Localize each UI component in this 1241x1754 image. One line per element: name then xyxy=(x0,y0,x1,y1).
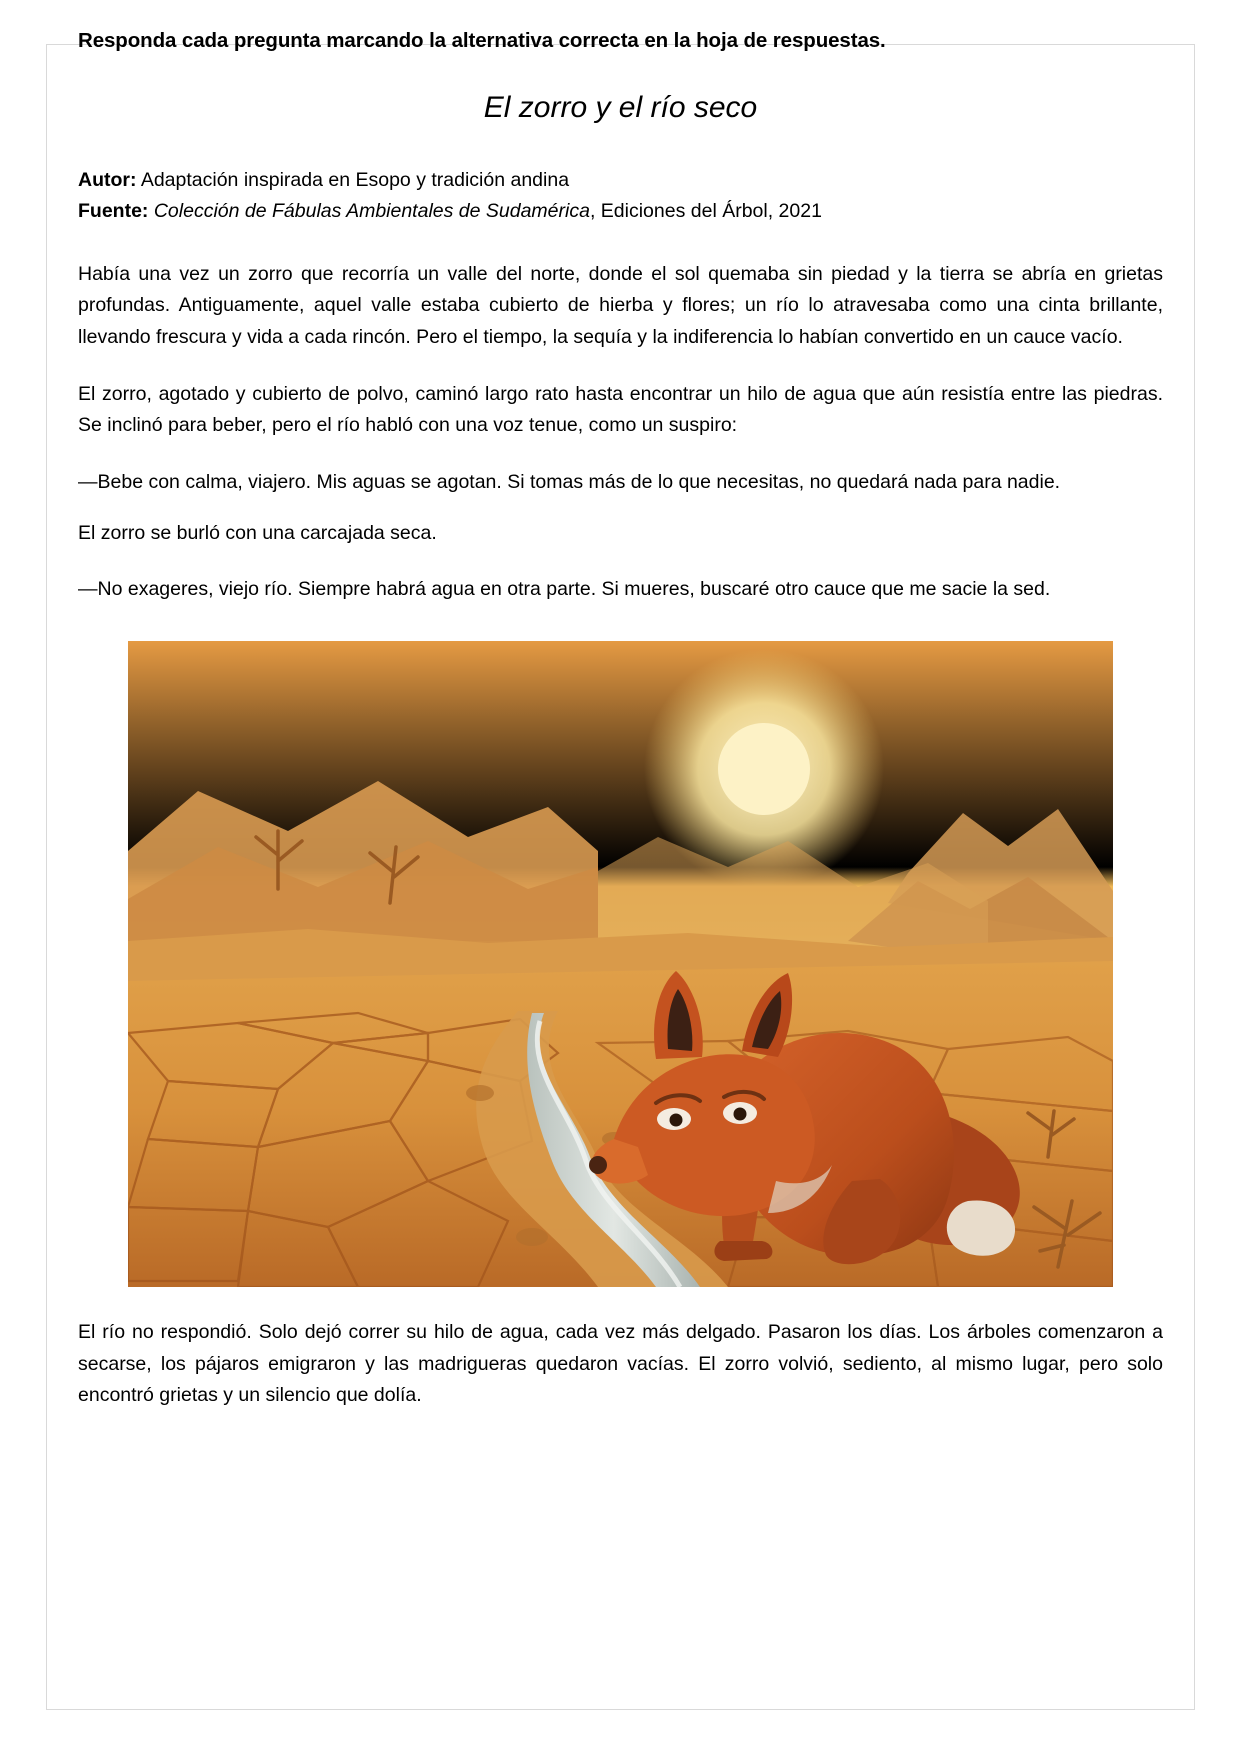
source-rest: , Ediciones del Árbol, 2021 xyxy=(589,200,822,223)
author-value: Adaptación inspirada en Esopo y tradición andina xyxy=(136,168,570,191)
paragraph-6: El río no respondió. Solo dejó correr su hilo de agua, cada vez más delgado. Pasaron los días. Los árboles comenzaron a secarse, los pájaros emigraron y las madrigueras quedaron vacías. El zorro volvió, sediento, al mismo lugar, pero solo encontró grietas y un silencio que dolía. xyxy=(78,1321,1163,1407)
paragraph-3: —Bebe con calma, viajero. Mis aguas se agotan. Si tomas más de lo que necesitas, no quedará nada para nadie. xyxy=(78,470,1061,493)
paragraph-4: El zorro se burló con una carcajada seca. xyxy=(78,521,437,544)
source-label: Fuente: xyxy=(78,200,149,223)
source-line xyxy=(78,196,1163,228)
page-title: El zorro y el río seco xyxy=(483,90,758,124)
paragraph-2: El zorro, agotado y cubierto de polvo, caminó largo rato hasta encontrar un hilo de agua que aún resistía entre las piedras. Se inclinó para beber, pero el río habló con una voz tenue, como un suspiro: xyxy=(78,382,1163,437)
author-label: Autor: xyxy=(78,168,137,191)
instruction-text: Responda cada pregunta marcando la alternativa correcta en la hoja de respuestas. xyxy=(78,29,886,52)
fox-dry-river-illustration xyxy=(128,641,1113,1287)
paragraph-1: Había una vez un zorro que recorría un valle del norte, donde el sol quemaba sin piedad y la tierra se abría en grietas profundas. Antiguamente, aquel valle estaba cubierto de hierba y flores; un río lo atravesaba como una cinta brillante, llevando frescura y vida a cada rincón. Pero el tiempo, la sequía y la indiferencia lo habían convertido en un cauce vacío. xyxy=(78,262,1163,349)
paragraph-5: —No exageres, viejo río. Siempre habrá agua en otra parte. Si mueres, buscaré otro cauce que me sacie la sed. xyxy=(78,578,1051,601)
author-line xyxy=(78,165,1163,197)
metadata-block xyxy=(78,165,1163,228)
source-title: Colección de Fábulas Ambientales de Sudamérica xyxy=(153,200,590,223)
